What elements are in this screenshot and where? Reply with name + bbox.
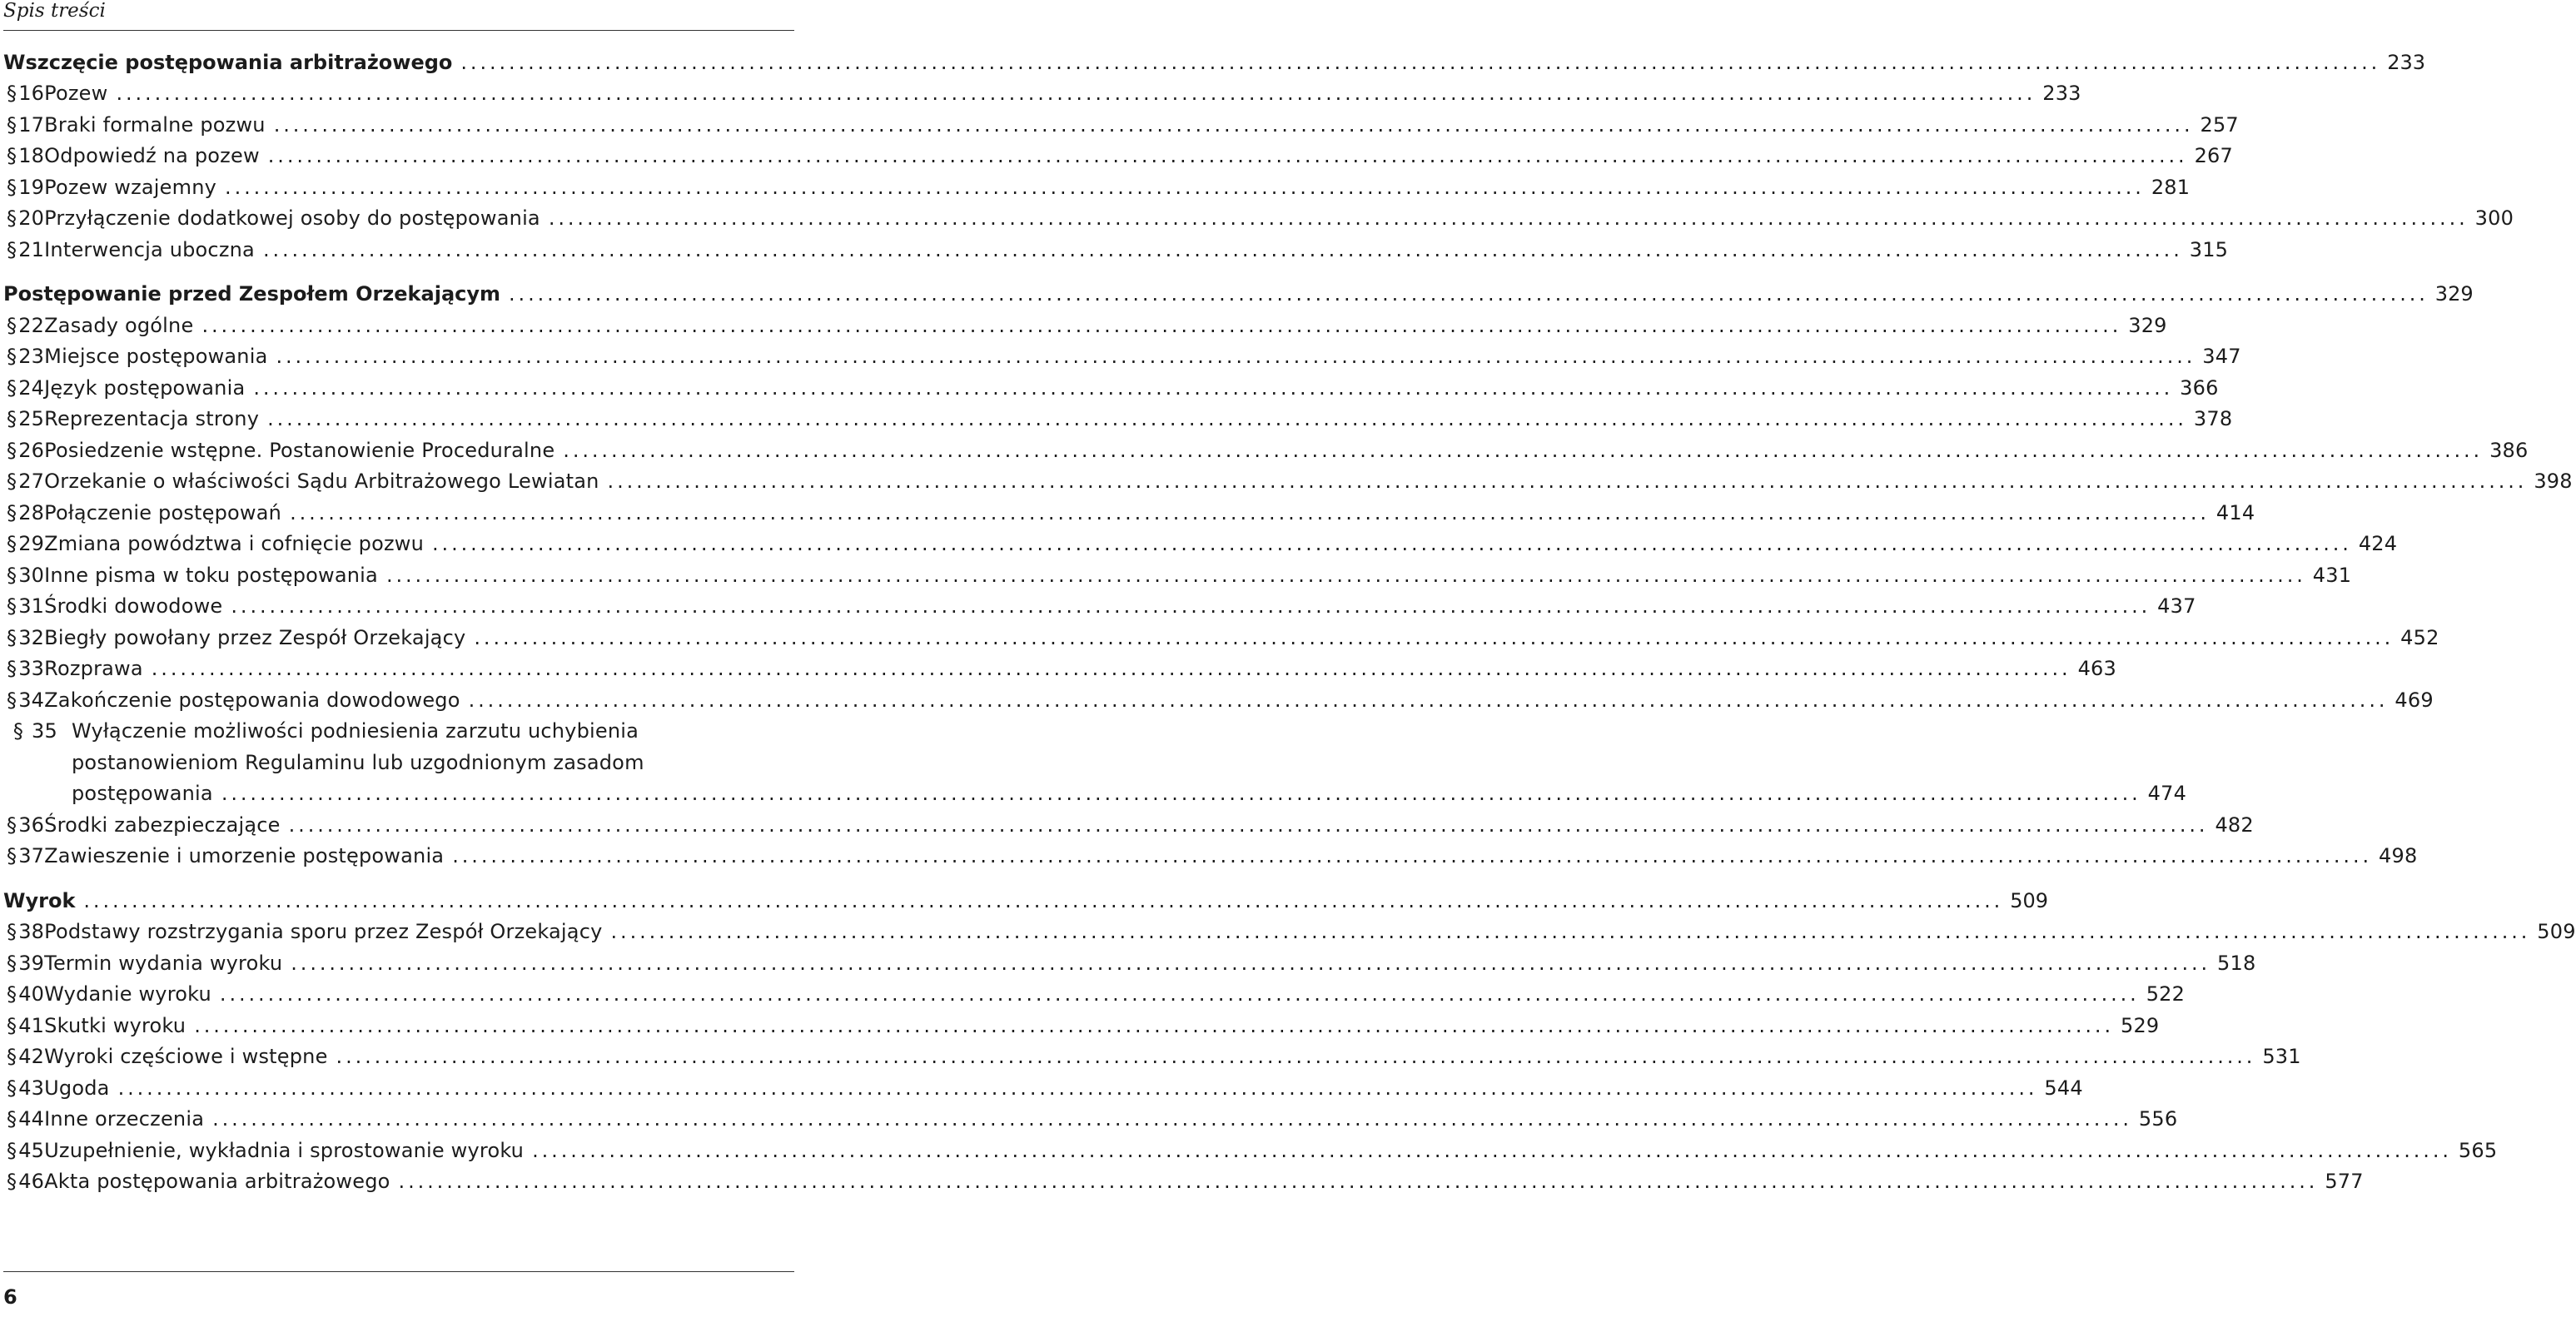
entry-title: Miejsce postępowania — [44, 345, 268, 368]
entry-number: 31 — [18, 594, 45, 618]
toc-entry[interactable] — [3, 555, 2352, 587]
toc-entry[interactable] — [3, 1131, 2498, 1162]
dot-leader: ........................................................................................................................................................................................................ — [452, 844, 2373, 867]
toc-entry[interactable] — [3, 712, 794, 743]
entry-title: Wyłączenie możliwości podniesienia zarzutu uchybienia — [72, 719, 639, 743]
entry-title: Wydanie wyroku — [44, 982, 211, 1006]
entry-page-number: 509 — [2537, 920, 2576, 943]
entry-page-number: 469 — [2394, 688, 2434, 712]
dot-leader: ........................................................................................................................................................................................................ — [267, 144, 2188, 167]
entry-title: Język postępowania — [44, 375, 246, 400]
section-sign: § — [7, 1076, 17, 1100]
dot-leader: ........................................................................................................................................................................................................ — [532, 1138, 2452, 1162]
entry-page-number: 233 — [2042, 82, 2081, 105]
section-sign: § — [7, 594, 17, 618]
entry-title: Interwencja uboczna — [44, 237, 255, 261]
dot-leader: ........................................................................................................................................................................................................ — [336, 1045, 2256, 1068]
entry-page-number: 529 — [2120, 1013, 2160, 1037]
dot-leader: ........................................................................................................................................................................................................ — [398, 1170, 2319, 1193]
toc-entry[interactable] — [3, 337, 2241, 369]
entry-page-number: 498 — [2379, 844, 2418, 867]
toc-entry[interactable] — [3, 137, 2233, 168]
toc-entry[interactable] — [3, 74, 2081, 106]
section-sign: § — [7, 532, 17, 555]
dot-leader: ........................................................................................................................................................................................................ — [548, 206, 2469, 230]
section-sign: § — [7, 470, 17, 493]
toc-section — [3, 275, 2573, 868]
entry-title: Braki formalne pozwu — [44, 112, 266, 137]
entry-number: 41 — [18, 1013, 45, 1037]
section-sign: § — [7, 438, 17, 462]
entry-number: 46 — [18, 1170, 45, 1193]
section-sign: § — [7, 375, 17, 400]
section-sign: § — [7, 844, 17, 867]
entry-number: 25 — [18, 407, 45, 430]
entry-page-number: 577 — [2325, 1170, 2364, 1193]
section-sign: § — [7, 657, 17, 680]
section-sign: § — [7, 563, 17, 587]
entry-title: Pozew — [44, 82, 108, 105]
toc-entry[interactable] — [3, 975, 2186, 1006]
section-sign: § — [7, 688, 17, 712]
entry-title: Skutki wyroku — [44, 1013, 186, 1037]
toc-entry[interactable] — [3, 230, 2229, 261]
entry-number: 43 — [18, 1076, 45, 1100]
section-sign: § — [7, 1138, 17, 1162]
toc-entry[interactable] — [3, 1100, 2178, 1131]
entry-title: Rozprawa — [44, 657, 143, 680]
dot-leader: ........................................................................................................................................................................................................ — [221, 782, 2141, 805]
toc-entry[interactable] — [3, 368, 2219, 400]
dot-leader: ........................................................................................................................................................................................................ — [194, 1013, 2114, 1037]
section-page-number: 509 — [2010, 888, 2048, 912]
toc-entry[interactable] — [3, 649, 2116, 681]
entry-page-number: 329 — [2128, 313, 2167, 337]
section-sign: § — [7, 1045, 17, 1068]
section-sign: § — [7, 951, 17, 975]
section-sign: § — [7, 813, 17, 837]
dot-leader: ........................................................................................................................................................................................................ — [290, 500, 2210, 524]
toc-entry[interactable] — [3, 912, 2576, 944]
entry-number: 22 — [18, 313, 45, 337]
toc-entry[interactable] — [3, 680, 2434, 712]
toc-entry[interactable] — [3, 805, 2254, 837]
page-number: 6 — [3, 1285, 17, 1309]
section-sign: § — [7, 982, 17, 1006]
entry-title: Inne pisma w toku postępowania — [44, 563, 378, 587]
section-title: Wyrok — [3, 888, 76, 912]
entry-number: 35 — [32, 719, 57, 743]
entry-number: 39 — [18, 951, 45, 975]
entry-page-number: 300 — [2474, 206, 2514, 230]
toc-entry[interactable] — [3, 1006, 2160, 1037]
entry-title: Wyroki częściowe i wstępne — [44, 1045, 328, 1068]
entry-number: 28 — [18, 500, 45, 524]
toc-entry[interactable] — [3, 524, 2398, 556]
entry-title: Odpowiedź na pozew — [44, 144, 260, 167]
entry-number: 17 — [18, 112, 45, 137]
entry-title: Akta postępowania arbitrażowego — [44, 1170, 390, 1193]
section-sign: § — [7, 237, 17, 261]
entry-number: 45 — [18, 1138, 45, 1162]
entry-title: Biegły powołany przez Zespół Orzekający — [44, 625, 466, 649]
entry-title: Posiedzenie wstępne. Postanowienie Proceduralne — [44, 438, 555, 462]
toc-entry[interactable] — [3, 1037, 2301, 1069]
toc-entry[interactable] — [3, 837, 2418, 868]
entry-number: 34 — [18, 688, 45, 712]
section-sign: § — [7, 175, 17, 199]
dot-leader: ........................................................................................................................................................................................................ — [219, 982, 2140, 1006]
entry-title: Podstawy rozstrzygania sporu przez Zespół Orzekający — [44, 920, 603, 943]
toc-entry[interactable] — [3, 618, 2439, 649]
dot-leader: ........................................................................................................................................................................................................ — [273, 112, 2194, 137]
entry-number: 19 — [18, 175, 45, 199]
entry-number: 27 — [18, 470, 45, 493]
toc-entry[interactable] — [3, 400, 2233, 431]
section-sign: § — [7, 407, 17, 430]
entry-page-number: 437 — [2157, 594, 2196, 618]
entry-number: 29 — [18, 532, 45, 555]
entry-page-number: 518 — [2217, 951, 2256, 975]
entry-title: Orzekanie o właściwości Sądu Arbitrażowego Lewiatan — [44, 470, 599, 493]
dot-leader: ........................................................................................................................................................................................................ — [225, 175, 2145, 199]
section-sign: § — [12, 719, 24, 743]
entry-number: 20 — [18, 206, 45, 230]
entry-page-number: 463 — [2077, 657, 2116, 680]
toc-entry[interactable] — [3, 587, 2196, 619]
entry-title: Pozew wzajemny — [44, 175, 217, 199]
entry-page-number: 267 — [2194, 144, 2233, 167]
section-sign: § — [7, 625, 17, 649]
toc-entry[interactable] — [3, 199, 2514, 231]
entry-page-number: 452 — [2400, 625, 2439, 649]
entry-page-number: 281 — [2151, 175, 2191, 199]
entry-title: postanowieniom Regulaminu lub uzgodnionym zasadom — [72, 750, 644, 774]
toc-entry[interactable] — [3, 105, 2239, 137]
dot-leader: ........................................................................................................................................................................................................ — [267, 407, 2187, 430]
toc-entry[interactable] — [3, 943, 2256, 975]
footer-rule — [3, 1271, 794, 1272]
section-heading[interactable] — [3, 881, 2048, 912]
entry-number: 21 — [18, 237, 45, 261]
dot-leader: ........................................................................................................................................................................................................ — [468, 688, 2389, 712]
entry-page-number: 522 — [2146, 982, 2186, 1006]
section-title: Postępowanie przed Zespołem Orzekającym — [3, 282, 501, 306]
section-sign: § — [7, 1013, 17, 1037]
dot-leader: ........................................................................................................................................................................................................ — [276, 345, 2196, 368]
dot-leader: ........................................................................................................................................................................................................ — [151, 657, 2071, 680]
section-page-number: 233 — [2387, 50, 2425, 74]
dot-leader: ........................................................................................................................................................................................................ — [385, 563, 2306, 587]
entry-title: Zmiana powództwa i cofnięcie pozwu — [44, 532, 425, 555]
entry-title: Termin wydania wyroku — [44, 951, 283, 975]
section-sign: § — [7, 206, 17, 230]
dot-leader: ........................................................................................................................................................................................................ — [116, 82, 2036, 105]
dot-leader: ........................................................................................................................................................................................................ — [201, 313, 2122, 337]
entry-number: 37 — [18, 844, 45, 867]
dot-leader: ........................................................................................................................................................................................................ — [509, 282, 2429, 306]
entry-title: Środki dowodowe — [44, 594, 223, 618]
entry-number: 16 — [18, 82, 45, 105]
dot-leader: ........................................................................................................................................................................................................ — [231, 594, 2151, 618]
table-of-contents — [3, 42, 2576, 1206]
dot-leader: ........................................................................................................................................................................................................ — [474, 625, 2394, 649]
dot-leader: ........................................................................................................................................................................................................ — [212, 1107, 2132, 1131]
entry-page-number: 315 — [2189, 237, 2229, 261]
entry-page-number: 544 — [2044, 1076, 2083, 1100]
toc-entry[interactable] — [3, 493, 2255, 524]
entry-page-number: 565 — [2458, 1138, 2498, 1162]
entry-number: 40 — [18, 982, 45, 1006]
entry-page-number: 414 — [2215, 500, 2255, 524]
dot-leader: ........................................................................................................................................................................................................ — [288, 813, 2209, 837]
section-sign: § — [7, 920, 17, 943]
entry-title: Przyłączenie dodatkowej osoby do postępowania — [44, 206, 540, 230]
toc-entry[interactable] — [3, 462, 2573, 494]
section-sign: § — [7, 1107, 17, 1131]
entry-title: Reprezentacja strony — [44, 407, 260, 430]
dot-leader: ........................................................................................................................................................................................................ — [432, 532, 2352, 555]
entry-number: 32 — [18, 625, 45, 649]
entry-page-number: 431 — [2312, 563, 2352, 587]
entry-number: 18 — [18, 144, 45, 167]
toc-entry — [3, 743, 794, 774]
toc-entry[interactable] — [3, 1162, 2364, 1194]
entry-number: 24 — [18, 375, 45, 400]
section-sign: § — [7, 500, 17, 524]
section-sign: § — [7, 82, 17, 105]
entry-number: 23 — [18, 345, 45, 368]
entry-title: Zakończenie postępowania dowodowego — [44, 688, 460, 712]
dot-leader: ........................................................................................................................................................................................................ — [563, 438, 2484, 462]
toc-entry[interactable] — [3, 1068, 2083, 1100]
dot-leader: ........................................................................................................................................................................................................ — [262, 237, 2183, 261]
section-title: Wszczęcie postępowania arbitrażowego — [3, 50, 453, 74]
section-page-number: 329 — [2434, 282, 2474, 306]
toc-section — [3, 881, 2576, 1193]
section-heading[interactable] — [3, 42, 2425, 74]
dot-leader: ........................................................................................................................................................................................................ — [610, 920, 2531, 943]
dot-leader: ........................................................................................................................................................................................................ — [291, 951, 2211, 975]
entry-title: postępowania — [72, 782, 213, 805]
entry-page-number: 347 — [2202, 345, 2241, 368]
section-sign: § — [7, 112, 17, 137]
toc-section — [3, 42, 2514, 261]
entry-number: 30 — [18, 563, 45, 587]
entry-title: Ugoda — [44, 1076, 110, 1100]
entry-page-number: 257 — [2200, 112, 2239, 137]
entry-title: Uzupełnienie, wykładnia i sprostowanie wyroku — [44, 1138, 525, 1162]
entry-number: 44 — [18, 1107, 45, 1131]
dot-leader: ........................................................................................................................................................................................................ — [460, 50, 2381, 74]
dot-leader: ........................................................................................................................................................................................................ — [117, 1076, 2038, 1100]
entry-number: 36 — [18, 813, 45, 837]
entry-title: Zasady ogólne — [44, 313, 194, 337]
entry-number: 42 — [18, 1045, 45, 1068]
entry-page-number: 366 — [2180, 375, 2219, 400]
entry-page-number: 424 — [2358, 532, 2398, 555]
dot-leader: ........................................................................................................................................................................................................ — [83, 888, 2004, 912]
dot-leader: ........................................................................................................................................................................................................ — [253, 375, 2174, 400]
entry-number: 26 — [18, 438, 45, 462]
entry-title: Zawieszenie i umorzenie postępowania — [44, 844, 445, 867]
running-head-title: Spis treści — [3, 0, 106, 22]
entry-title: Inne orzeczenia — [44, 1107, 205, 1131]
entry-page-number: 398 — [2534, 470, 2573, 493]
toc-entry[interactable] — [3, 167, 2191, 199]
toc-entry[interactable] — [3, 430, 2529, 462]
entry-title: Połączenie postępowań — [44, 500, 282, 524]
entry-title: Środki zabezpieczające — [44, 813, 281, 837]
dot-leader: ........................................................................................................................................................................................................ — [607, 470, 2528, 493]
entry-page-number: 556 — [2138, 1107, 2178, 1131]
section-sign: § — [7, 313, 17, 337]
entry-page-number: 474 — [2147, 782, 2187, 805]
entry-page-number: 378 — [2193, 407, 2233, 430]
running-head — [3, 0, 794, 31]
entry-page-number: 386 — [2489, 438, 2529, 462]
section-sign: § — [7, 1170, 17, 1193]
entry-number: 38 — [18, 920, 45, 943]
toc-entry[interactable] — [3, 306, 2167, 337]
section-heading[interactable] — [3, 275, 2474, 306]
entry-number: 33 — [18, 657, 45, 680]
entry-page-number: 482 — [2215, 813, 2254, 837]
toc-entry — [3, 774, 2187, 806]
section-sign: § — [7, 144, 17, 167]
section-sign: § — [7, 345, 17, 368]
entry-page-number: 531 — [2262, 1045, 2301, 1068]
